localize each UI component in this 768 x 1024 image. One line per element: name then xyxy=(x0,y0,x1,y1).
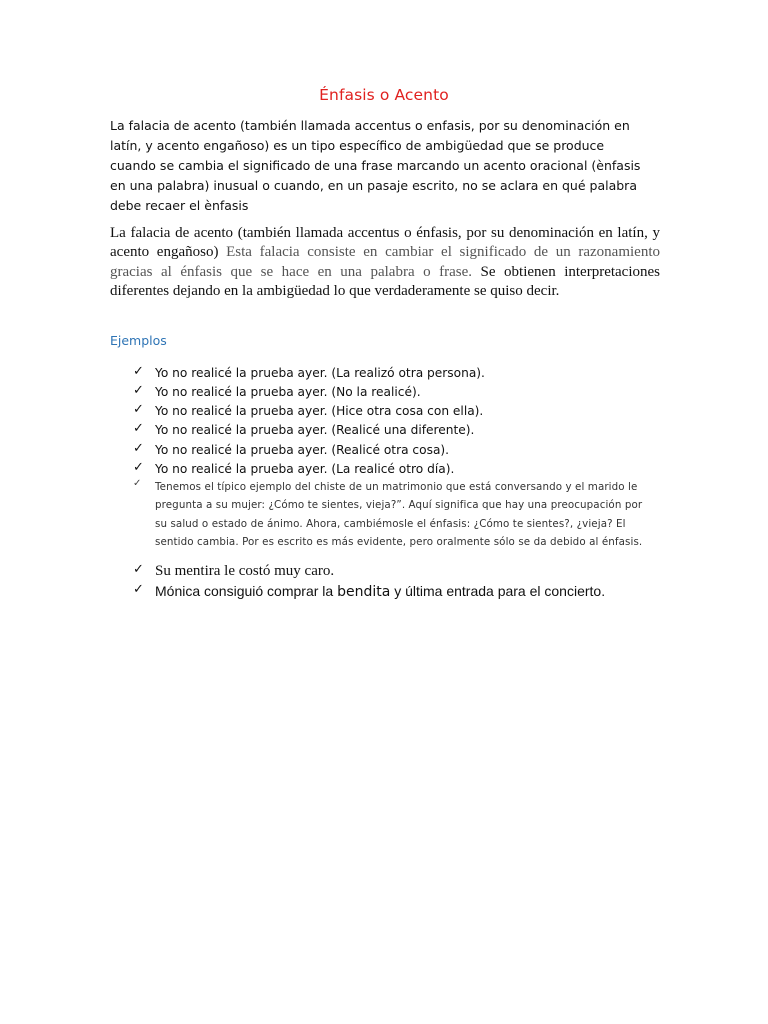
definition-part-3: Se obtienen interpretaciones diferentes dejando en la ambigüedad lo que verdaderamente se quiso decir. xyxy=(110,263,661,300)
joke-example-text: Tenemos el típico ejemplo del chiste de un matrimonio que está conversando y el marido le pregunta a su mujer: ¿Cómo te sientes, vieja?”. Aquí significa que hay una preocupación por su salud o estado de ánimo. Ahora, cambiémosle el énfasis: ¿Cómo te sientes?, ¿vieja? El sentido cambia. Por es escrito es más evidente, pero oralmente sólo se da debido al énfasis. xyxy=(155,481,643,548)
list-item xyxy=(133,441,653,460)
list-item xyxy=(133,460,653,479)
list-item xyxy=(133,562,653,581)
checkmark-icon: ✓ xyxy=(133,478,142,489)
checkmark-icon: ✓ xyxy=(133,421,144,436)
list-item xyxy=(133,478,643,551)
checkmark-icon: ✓ xyxy=(133,364,144,379)
example-text: Yo no realicé la prueba ayer. (Realicé una diferente). xyxy=(155,423,475,437)
emphasized-word: bendita xyxy=(337,584,391,600)
example-text: Su mentira le costó muy caro. xyxy=(155,563,335,579)
example-text xyxy=(155,582,605,602)
checkmark-icon: ✓ xyxy=(133,582,144,597)
checkmark-icon: ✓ xyxy=(133,383,144,398)
checkmark-icon: ✓ xyxy=(133,460,144,475)
checkmark-icon: ✓ xyxy=(133,402,144,417)
checkmark-icon: ✓ xyxy=(133,441,144,456)
example-text: Yo no realicé la prueba ayer. (Hice otra cosa con ella). xyxy=(155,404,484,418)
list-item xyxy=(133,421,653,440)
example-text: Yo no realicé la prueba ayer. (No la realicé). xyxy=(155,385,421,399)
example-text-after: y última entrada para el concierto. xyxy=(390,583,606,599)
document-title: Énfasis o Acento xyxy=(319,86,449,104)
checkmark-icon: ✓ xyxy=(133,562,144,577)
intro-paragraph: La falacia de acento (también llamada accentus o enfasis, por su denominación en latín, y acento engañoso) es un tipo específico de ambigüedad que se produce cuando se cambia el significado de una frase marcando un acento oracional (ènfasis en una palabra) inusual o cuando, en un pasaje escrito, no se aclara en qué palabra debe recaer el ènfasis xyxy=(110,118,641,213)
example-text-before: Mónica consiguió comprar la xyxy=(155,583,338,599)
definition-paragraph xyxy=(110,224,660,302)
list-item xyxy=(133,582,673,602)
definition-part-1: La falacia de acento (también llamada accentus o énfasis, por su denominación en latín, y acento engañoso) xyxy=(110,225,660,261)
example-text: Yo no realicé la prueba ayer. (Realicé otra cosa). xyxy=(155,443,450,457)
example-text: Yo no realicé la prueba ayer. (La realicé otro día). xyxy=(155,462,455,476)
examples-heading: Ejemplos xyxy=(110,333,167,348)
list-item xyxy=(133,383,653,402)
list-item xyxy=(133,364,653,383)
list-item xyxy=(133,402,653,421)
definition-part-2: Esta falacia consiste en cambiar el significado de un razonamiento gracias al énfasis que se hace en una palabra o frase. xyxy=(110,244,660,280)
example-text: Yo no realicé la prueba ayer. (La realizó otra persona). xyxy=(155,366,485,380)
